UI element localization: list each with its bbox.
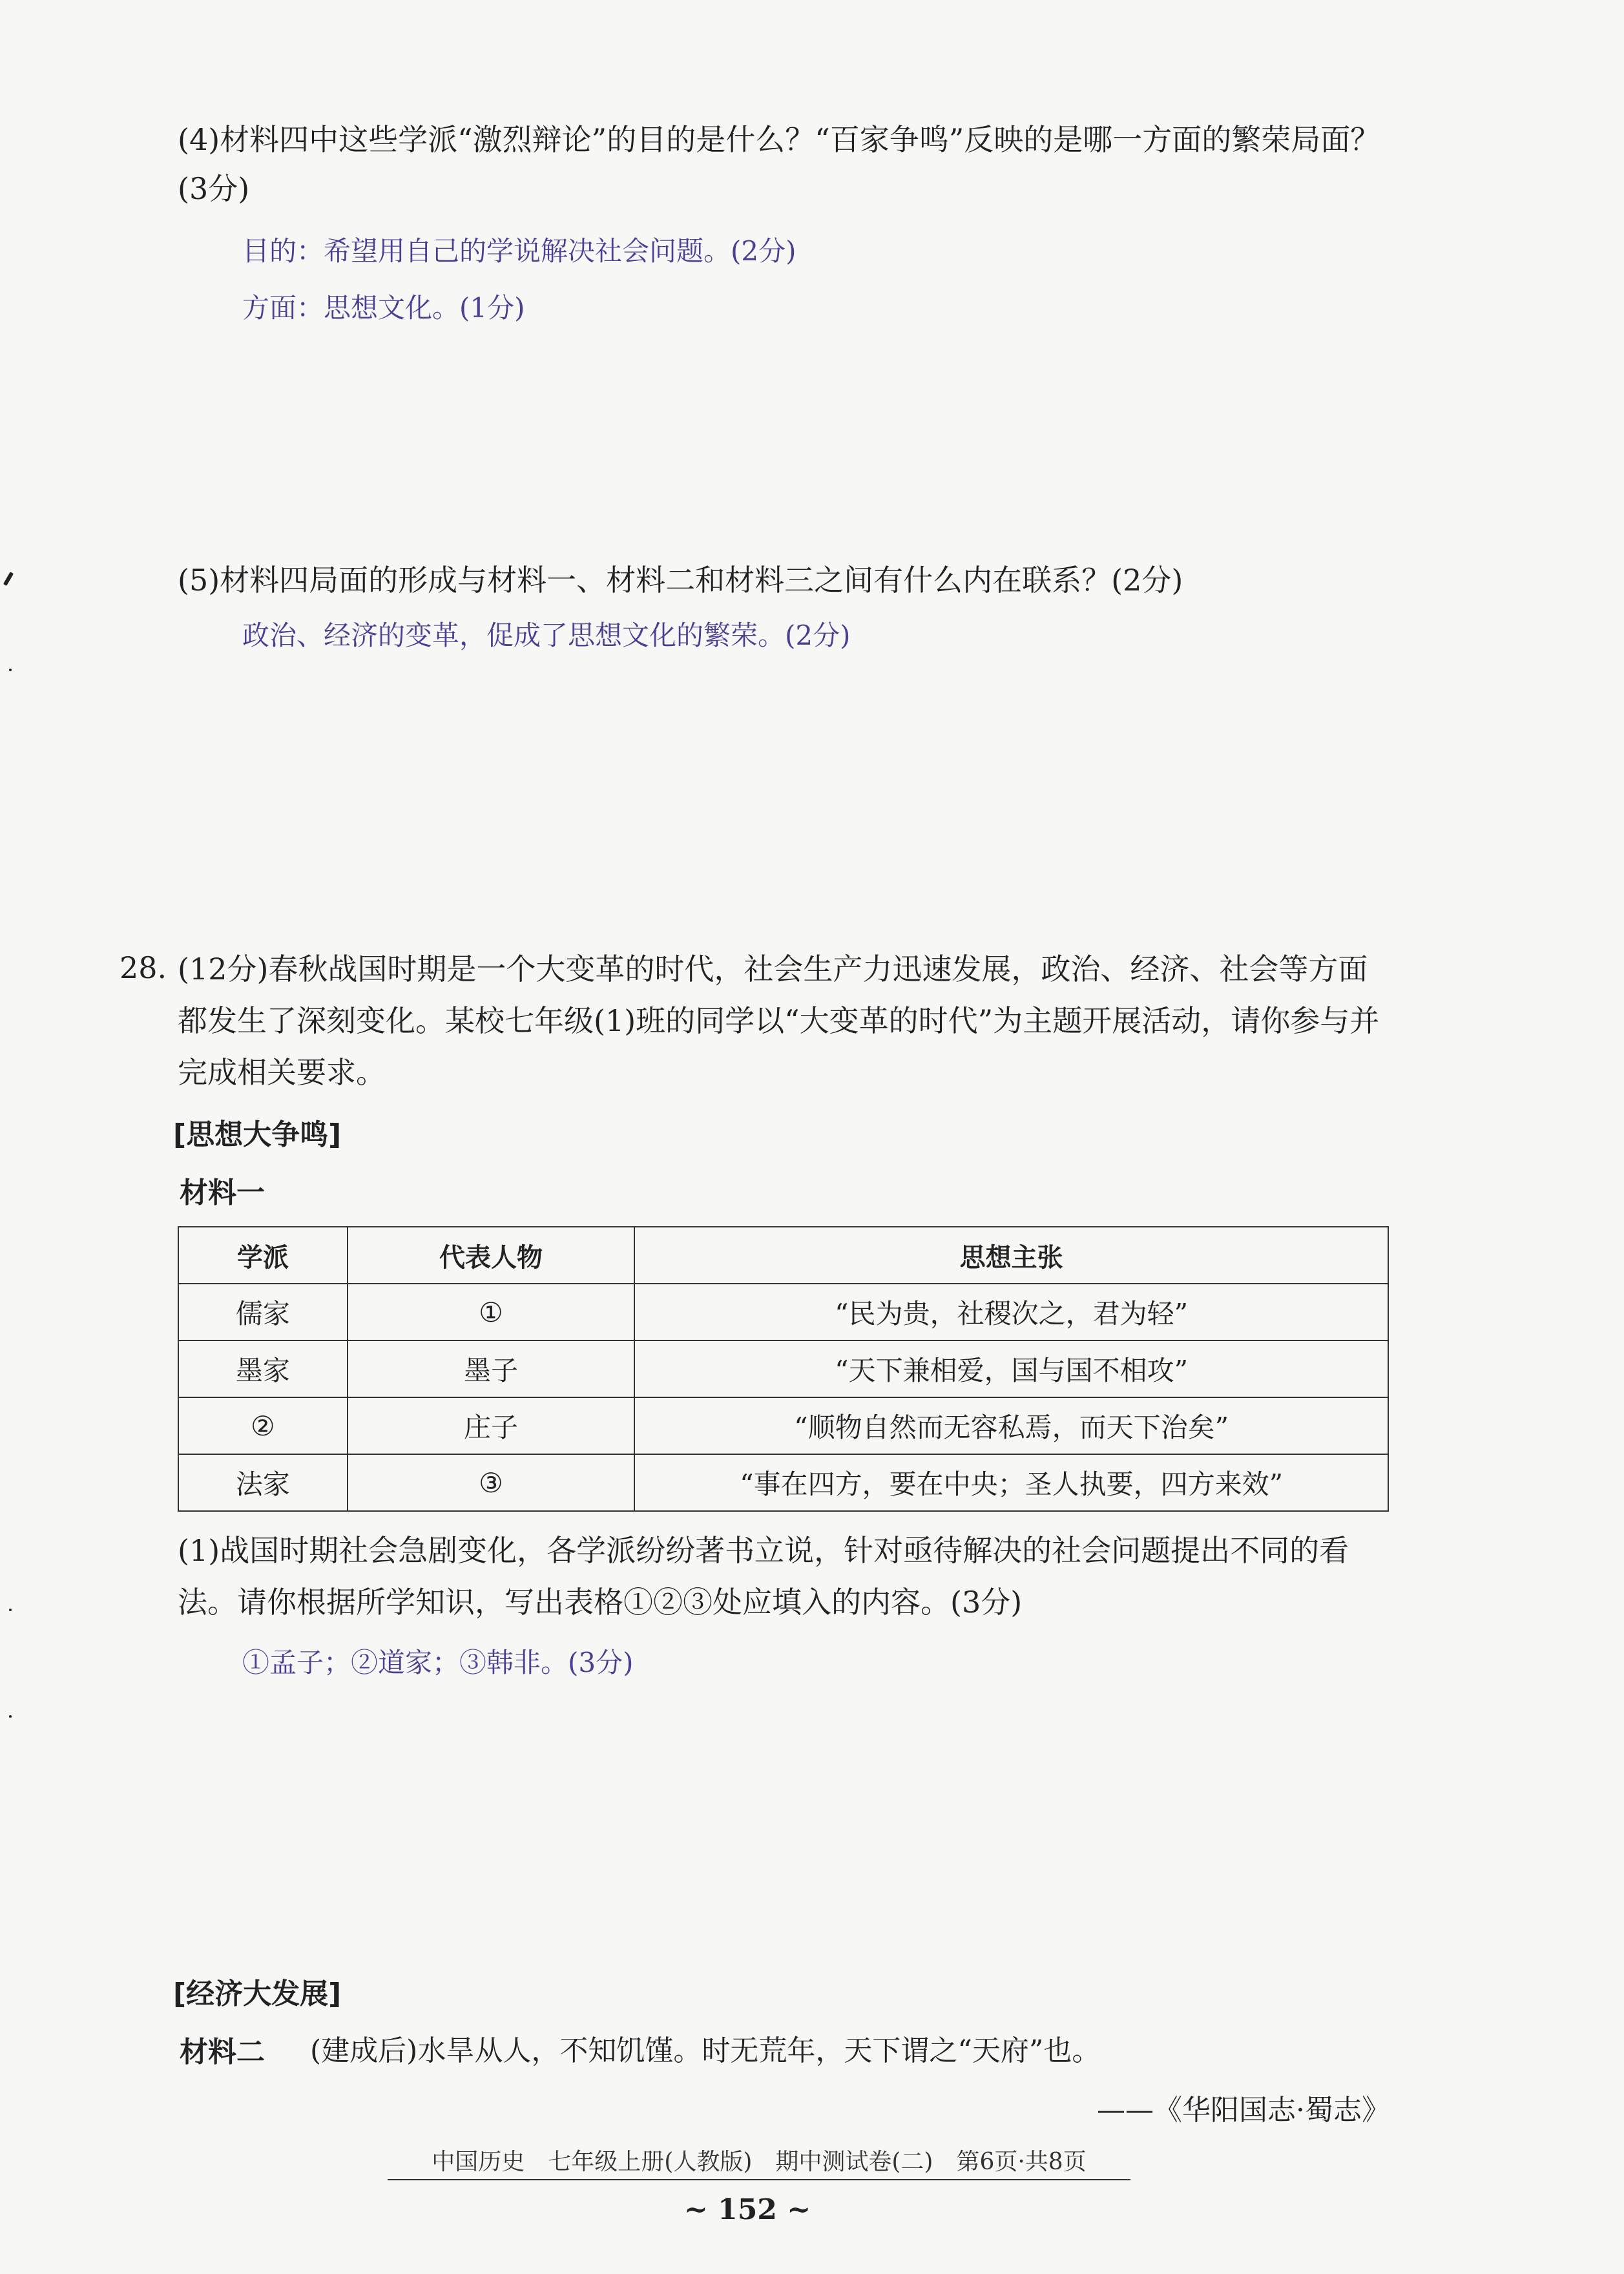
table-cell: 法家 <box>178 1454 348 1511</box>
table-cell: “民为贵，社稷次之，君为轻” <box>634 1284 1388 1340</box>
q4-answers <box>242 223 796 337</box>
table-cell: 墨子 <box>348 1340 635 1397</box>
table-cell: 儒家 <box>178 1284 348 1340</box>
q5-answer: 政治、经济的变革，促成了思想文化的繁荣。(2分) <box>242 620 851 651</box>
q4-answer-aspect: 方面：思想文化。(1分) <box>242 292 525 324</box>
material2-source: ——《华阳国志·蜀志》 <box>1097 2094 1390 2127</box>
table-row <box>178 1340 1388 1397</box>
table-cell: ③ <box>348 1454 635 1511</box>
sub1-question: (1)战国时期社会急剧变化，各学派纷纷著书立说，针对亟待解决的社会问题提出不同的看法。请你根据所学知识，写出表格①②③处应填入的内容。(3分) <box>178 1533 1349 1620</box>
table-cell: 墨家 <box>178 1340 348 1397</box>
table-row <box>178 1397 1388 1454</box>
table-row <box>178 1284 1388 1340</box>
table-header-row <box>178 1227 1388 1284</box>
q4-question: (4)材料四中这些学派“激烈辩论”的目的是什么？“百家争鸣”反映的是哪一方面的繁荣局面？(3分) <box>178 122 1380 206</box>
table-cell: 庄子 <box>348 1397 635 1454</box>
margin-mark <box>9 1609 12 1611</box>
schools-table <box>178 1226 1389 1512</box>
table-row <box>178 1454 1388 1511</box>
q28-intro: (12分)春秋战国时期是一个大变革的时代，社会生产力迅速发展，政治、经济、社会等方面都发生了深刻变化。某校七年级(1)班的同学以“大变革的时代”为主题开展活动，请你参与并完成相关要求。 <box>178 952 1380 1090</box>
table-cell: “事在四方，要在中央；圣人执要，四方来效” <box>634 1454 1388 1511</box>
material2-text: (建成后)水旱从人，不知饥馑。时无荒年，天下谓之“天府”也。 <box>310 2034 1101 2067</box>
table-cell: ② <box>178 1397 348 1454</box>
table-cell: “天下兼相爱，国与国不相攻” <box>634 1340 1388 1397</box>
footer-info: 中国历史 七年级上册(人教版) 期中测试卷(二) 第6页·共8页 <box>388 2144 1130 2180</box>
sub1-answer: ①孟子；②道家；③韩非。(3分) <box>242 1647 634 1678</box>
q5-question: (5)材料四局面的形成与材料一、材料二和材料三之间有什么内在联系？(2分) <box>178 563 1183 598</box>
q28-number: 28. <box>120 950 167 985</box>
table-cell: “顺物自然而无容私焉，而天下治矣” <box>634 1397 1388 1454</box>
margin-mark <box>9 1715 12 1718</box>
table-header-idea: 思想主张 <box>634 1227 1388 1284</box>
material1-label: 材料一 <box>180 1176 265 1209</box>
margin-mark <box>9 669 12 671</box>
section-heading-thought: [思想大争鸣] <box>173 1118 342 1151</box>
table-header-school: 学派 <box>178 1227 348 1284</box>
margin-mark <box>3 572 14 586</box>
section-heading-economy: [经济大发展] <box>173 1977 342 2010</box>
table-cell: ① <box>348 1284 635 1340</box>
q4-answer-purpose: 目的：希望用自己的学说解决社会问题。(2分) <box>242 235 796 267</box>
page-number: ~ 152 ~ <box>683 2193 811 2226</box>
table-header-figure: 代表人物 <box>348 1227 635 1284</box>
material2-label: 材料二 <box>180 2036 265 2069</box>
